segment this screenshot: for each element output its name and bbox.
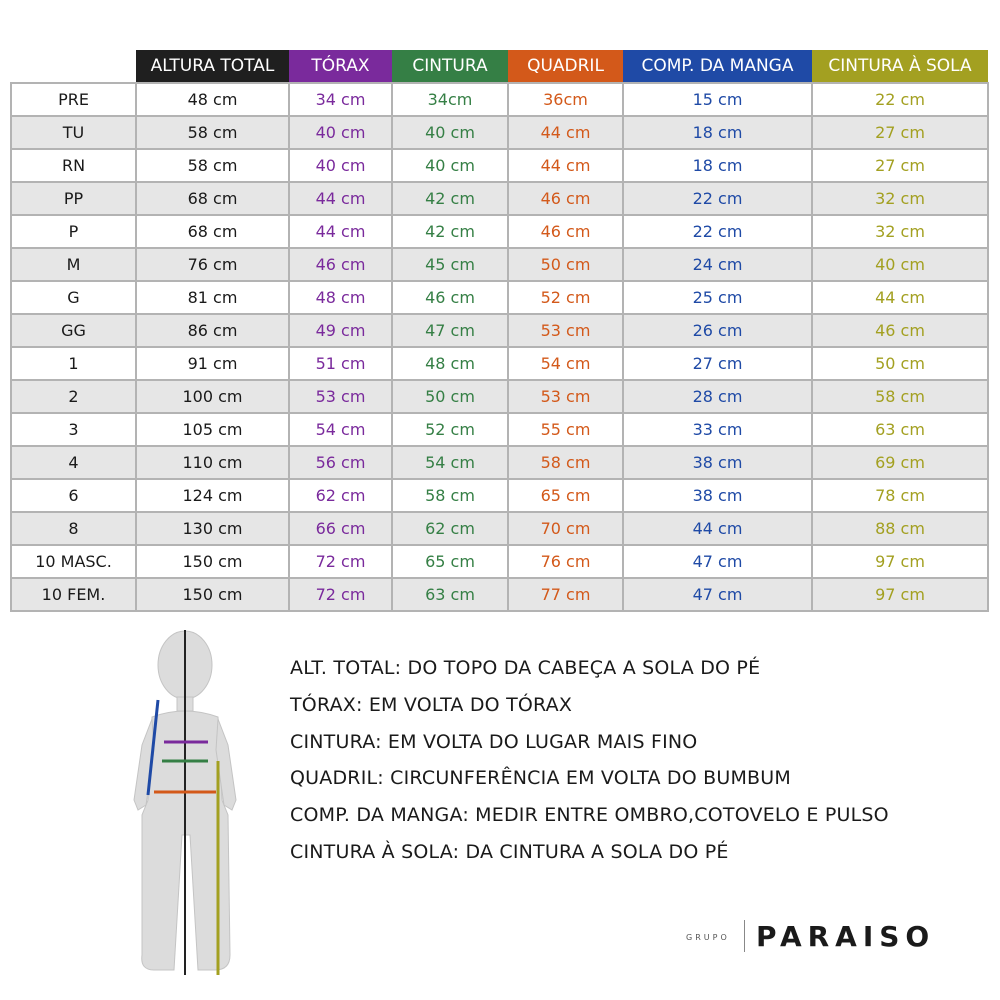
size-label: 4: [11, 446, 136, 479]
cell-quadril: 53 cm: [508, 314, 623, 347]
cell-comp-manga: 44 cm: [623, 512, 812, 545]
cell-comp-manga: 27 cm: [623, 347, 812, 380]
cell-torax: 54 cm: [289, 413, 392, 446]
cell-torax: 51 cm: [289, 347, 392, 380]
header-quadril: QUADRIL: [508, 50, 623, 83]
cell-altura-total: 68 cm: [136, 215, 289, 248]
cell-quadril: 54 cm: [508, 347, 623, 380]
cell-comp-manga: 38 cm: [623, 446, 812, 479]
table-row: [11, 116, 988, 149]
table-row: [11, 380, 988, 413]
cell-altura-total: 91 cm: [136, 347, 289, 380]
cell-quadril: 52 cm: [508, 281, 623, 314]
cell-cintura: 34cm: [392, 83, 508, 116]
cell-torax: 53 cm: [289, 380, 392, 413]
cell-quadril: 77 cm: [508, 578, 623, 611]
header-torax: TÓRAX: [289, 50, 392, 83]
cell-altura-total: 110 cm: [136, 446, 289, 479]
table-row: [11, 512, 988, 545]
legend-cintura-sola: CINTURA À SOLA: DA CINTURA A SOLA DO PÉ: [290, 840, 729, 863]
cell-quadril: 55 cm: [508, 413, 623, 446]
cell-cintura: 58 cm: [392, 479, 508, 512]
size-label: 6: [11, 479, 136, 512]
cell-cintura-sola: 78 cm: [812, 479, 988, 512]
header-cintura: CINTURA: [392, 50, 508, 83]
cell-altura-total: 81 cm: [136, 281, 289, 314]
cell-cintura-sola: 22 cm: [812, 83, 988, 116]
cell-comp-manga: 47 cm: [623, 545, 812, 578]
table-row: [11, 149, 988, 182]
cell-comp-manga: 18 cm: [623, 116, 812, 149]
cell-altura-total: 150 cm: [136, 545, 289, 578]
cell-comp-manga: 26 cm: [623, 314, 812, 347]
cell-torax: 72 cm: [289, 545, 392, 578]
cell-cintura-sola: 97 cm: [812, 545, 988, 578]
cell-cintura: 62 cm: [392, 512, 508, 545]
measurement-legend: [290, 656, 889, 877]
cell-torax: 46 cm: [289, 248, 392, 281]
cell-cintura: 40 cm: [392, 116, 508, 149]
cell-comp-manga: 18 cm: [623, 149, 812, 182]
legend-quadril: QUADRIL: CIRCUNFERÊNCIA EM VOLTA DO BUMBUM: [290, 767, 791, 790]
cell-cintura: 45 cm: [392, 248, 508, 281]
cell-comp-manga: 24 cm: [623, 248, 812, 281]
size-label: RN: [11, 149, 136, 182]
cell-torax: 49 cm: [289, 314, 392, 347]
size-label: 1: [11, 347, 136, 380]
size-label: 8: [11, 512, 136, 545]
legend-altura-total: ALT. TOTAL: DO TOPO DA CABEÇA A SOLA DO PÉ: [290, 657, 761, 679]
cell-comp-manga: 22 cm: [623, 182, 812, 215]
cell-altura-total: 105 cm: [136, 413, 289, 446]
size-label: P: [11, 215, 136, 248]
cell-comp-manga: 38 cm: [623, 479, 812, 512]
cell-torax: 66 cm: [289, 512, 392, 545]
cell-altura-total: 124 cm: [136, 479, 289, 512]
child-body-silhouette: [130, 625, 250, 980]
size-label: 3: [11, 413, 136, 446]
cell-torax: 40 cm: [289, 116, 392, 149]
cell-cintura: 42 cm: [392, 215, 508, 248]
cell-quadril: 76 cm: [508, 545, 623, 578]
cell-quadril: 46 cm: [508, 215, 623, 248]
legend-torax: TÓRAX: EM VOLTA DO TÓRAX: [290, 693, 573, 716]
cell-cintura: 65 cm: [392, 545, 508, 578]
cell-torax: 72 cm: [289, 578, 392, 611]
brand-group-label: GRUPO: [686, 933, 730, 942]
cell-cintura: 42 cm: [392, 182, 508, 215]
cell-cintura-sola: 27 cm: [812, 149, 988, 182]
cell-torax: 56 cm: [289, 446, 392, 479]
size-label: 10 MASC.: [11, 545, 136, 578]
table-row: [11, 314, 988, 347]
brand-divider: [744, 920, 745, 952]
cell-comp-manga: 25 cm: [623, 281, 812, 314]
cell-altura-total: 150 cm: [136, 578, 289, 611]
size-label: TU: [11, 116, 136, 149]
size-label: G: [11, 281, 136, 314]
cell-comp-manga: 33 cm: [623, 413, 812, 446]
size-label: M: [11, 248, 136, 281]
header-altura-total: ALTURA TOTAL: [136, 50, 289, 83]
cell-cintura-sola: 44 cm: [812, 281, 988, 314]
legend-comp-manga: COMP. DA MANGA: MEDIR ENTRE OMBRO,COTOVELO E PULSO: [290, 804, 889, 827]
table-row: [11, 446, 988, 479]
size-label: 2: [11, 380, 136, 413]
cell-comp-manga: 47 cm: [623, 578, 812, 611]
table-row: [11, 248, 988, 281]
cell-cintura-sola: 97 cm: [812, 578, 988, 611]
cell-cintura-sola: 88 cm: [812, 512, 988, 545]
cell-cintura: 54 cm: [392, 446, 508, 479]
table-row: [11, 413, 988, 446]
cell-cintura-sola: 46 cm: [812, 314, 988, 347]
cell-cintura-sola: 69 cm: [812, 446, 988, 479]
table-row: [11, 479, 988, 512]
cell-torax: 34 cm: [289, 83, 392, 116]
cell-quadril: 50 cm: [508, 248, 623, 281]
table-row: [11, 347, 988, 380]
cell-cintura-sola: 63 cm: [812, 413, 988, 446]
cell-cintura: 46 cm: [392, 281, 508, 314]
cell-quadril: 70 cm: [508, 512, 623, 545]
cell-cintura: 40 cm: [392, 149, 508, 182]
cell-cintura: 52 cm: [392, 413, 508, 446]
size-chart-table: [10, 50, 989, 612]
table-row: [11, 545, 988, 578]
cell-comp-manga: 28 cm: [623, 380, 812, 413]
header-corner: [11, 50, 136, 83]
cell-quadril: 65 cm: [508, 479, 623, 512]
table-row: [11, 281, 988, 314]
cell-cintura-sola: 32 cm: [812, 215, 988, 248]
header-comp-manga: COMP. DA MANGA: [623, 50, 812, 83]
cell-cintura: 47 cm: [392, 314, 508, 347]
cell-comp-manga: 22 cm: [623, 215, 812, 248]
cell-altura-total: 76 cm: [136, 248, 289, 281]
cell-quadril: 36cm: [508, 83, 623, 116]
cell-cintura-sola: 58 cm: [812, 380, 988, 413]
cell-torax: 40 cm: [289, 149, 392, 182]
table-row: [11, 578, 988, 611]
cell-quadril: 44 cm: [508, 116, 623, 149]
cell-torax: 62 cm: [289, 479, 392, 512]
cell-altura-total: 86 cm: [136, 314, 289, 347]
cell-altura-total: 68 cm: [136, 182, 289, 215]
cell-quadril: 46 cm: [508, 182, 623, 215]
cell-cintura: 48 cm: [392, 347, 508, 380]
table-row: [11, 83, 988, 116]
cell-quadril: 58 cm: [508, 446, 623, 479]
size-label: PP: [11, 182, 136, 215]
cell-cintura-sola: 32 cm: [812, 182, 988, 215]
cell-altura-total: 100 cm: [136, 380, 289, 413]
cell-cintura-sola: 50 cm: [812, 347, 988, 380]
cell-cintura-sola: 27 cm: [812, 116, 988, 149]
cell-torax: 44 cm: [289, 215, 392, 248]
size-label: PRE: [11, 83, 136, 116]
cell-altura-total: 48 cm: [136, 83, 289, 116]
size-label: 10 FEM.: [11, 578, 136, 611]
cell-quadril: 44 cm: [508, 149, 623, 182]
size-label: GG: [11, 314, 136, 347]
cell-cintura: 50 cm: [392, 380, 508, 413]
brand-name: PARAISO: [756, 920, 936, 953]
cell-torax: 48 cm: [289, 281, 392, 314]
cell-altura-total: 130 cm: [136, 512, 289, 545]
cell-altura-total: 58 cm: [136, 149, 289, 182]
header-cintura-sola: CINTURA À SOLA: [812, 50, 988, 83]
cell-comp-manga: 15 cm: [623, 83, 812, 116]
cell-altura-total: 58 cm: [136, 116, 289, 149]
header-row: [11, 50, 988, 83]
table-row: [11, 215, 988, 248]
cell-torax: 44 cm: [289, 182, 392, 215]
legend-cintura: CINTURA: EM VOLTA DO LUGAR MAIS FINO: [290, 730, 698, 753]
cell-cintura: 63 cm: [392, 578, 508, 611]
cell-quadril: 53 cm: [508, 380, 623, 413]
cell-cintura-sola: 40 cm: [812, 248, 988, 281]
table-row: [11, 182, 988, 215]
